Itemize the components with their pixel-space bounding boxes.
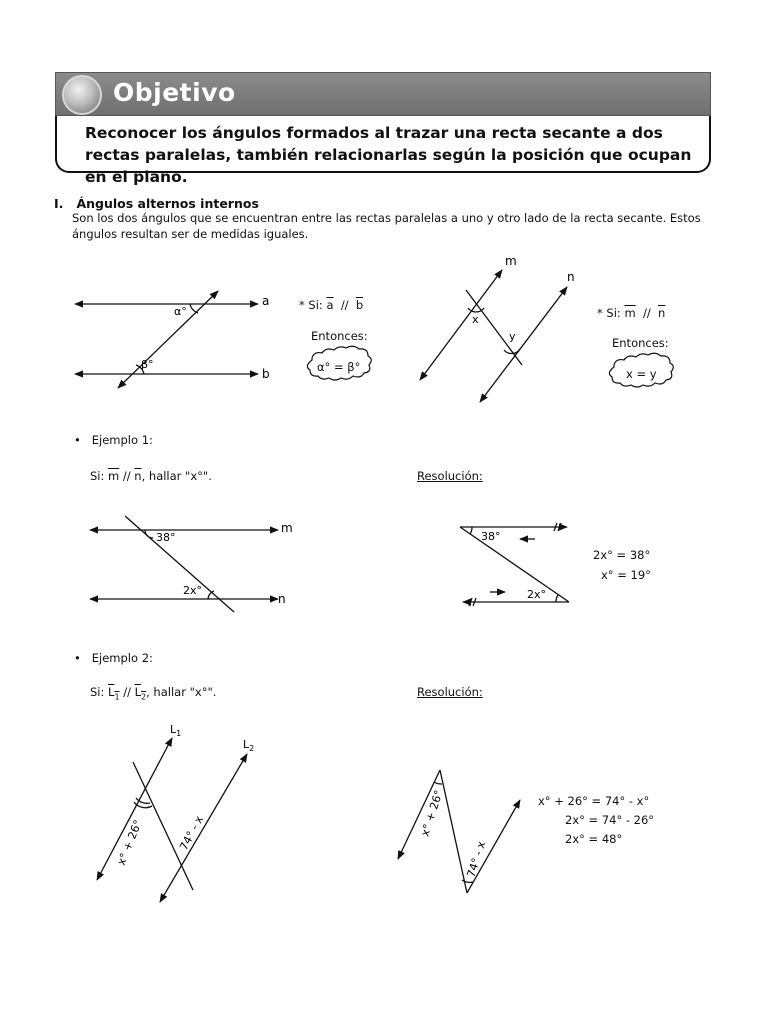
ex2-label-L1: $L_1$ [170, 723, 182, 738]
example1-heading: • Ejemplo 1: [74, 433, 153, 447]
fig1-label-a: a [262, 294, 270, 308]
ex2-angle-right: 74° - x [177, 813, 207, 853]
ex2-res-mid [440, 770, 467, 893]
ex1-label-m: m [281, 521, 293, 535]
ex1-angle-2x: 2x° [183, 584, 203, 597]
fig1-result: α° = β° [317, 360, 361, 374]
example2-eq3: 2x° = 48° [565, 832, 623, 846]
example1-resolution-label: Resolución: [417, 469, 483, 483]
section-title-text: Ángulos alternos internos [76, 196, 259, 211]
fig2-label-m: m [505, 254, 517, 268]
ex2-res-angle-left: x° + 26° [418, 788, 446, 838]
ex1-label-n: n [278, 592, 286, 606]
fig1-cond-l1: $\overline{a}$ [326, 298, 334, 312]
ex1-res-angle-38: 38° [481, 530, 501, 543]
ex1-2x-arc [208, 591, 214, 599]
example2-eq1: x° + 26° = 74° - x° [538, 794, 650, 808]
example1-given: Si: $\overline{m} // \overline{n}$, hallar "x°". [90, 469, 212, 483]
fig2-cond-l1: $\overline{m}$ [624, 306, 636, 320]
section-description: Son los dos ángulos que se encuentran entre las rectas paralelas a uno y otro lado de la recta secante. Estos ángulos resultan ser de medidas iguales. [72, 211, 701, 241]
example2-given: Si: $L_1 // L_2$, hallar "x°". [90, 685, 217, 702]
example2-heading: • Ejemplo 2: [74, 651, 153, 665]
ex1-res-2x-arc [556, 595, 558, 602]
ex1-res-38-arc [470, 527, 472, 534]
example2-eq2: 2x° = 74° - 26° [565, 813, 655, 827]
fig1-beta: β° [141, 358, 154, 371]
ex1-angle-38: 38° [156, 531, 176, 544]
example1-eq1: 2x° = 38° [593, 548, 651, 562]
banner-title: Objetivo [113, 78, 236, 107]
objective-text: Reconocer los ángulos formados al trazar una recta secante a dos rectas paralelas, también relacionarlas según la posición que ocupan en el plano. [85, 124, 692, 186]
fig1-cond-l2: $\overline{b}$ [355, 298, 364, 312]
example2-resolution-label: Resolución: [417, 685, 483, 699]
fig2-result: x = y [626, 367, 657, 381]
fig1-then: Entonces: [311, 329, 368, 343]
fig1-condition: * Si: $\overline{a} // \overline{b}$ [299, 298, 364, 312]
fig2-then: Entonces: [612, 336, 669, 350]
fig2-condition: * Si: $\overline{m} // \overline{n}$ [597, 306, 666, 320]
fig2-line-n [480, 287, 567, 402]
ex2-label-L2: $L_2$ [243, 738, 255, 753]
fig2-line-m [420, 270, 502, 380]
ex2-line-L1 [97, 738, 172, 880]
fig1-label-b: b [262, 367, 270, 381]
fig1-alpha: α° [174, 305, 187, 318]
fig2-cond-l2: $\overline{n}$ [658, 306, 666, 320]
ex1-res-angle-2x: 2x° [527, 588, 547, 601]
fig2-angle-x: x [472, 313, 479, 326]
ex1-res-diag [460, 527, 569, 602]
ex2-line-L2 [160, 754, 247, 902]
section-number: I. [54, 196, 64, 211]
example1-eq2: x° = 19° [601, 568, 651, 582]
fig2-angle-y: y [509, 330, 516, 343]
ex2-angle-left: x° + 26° [114, 818, 145, 868]
ex1-38-arc [145, 530, 153, 538]
ex2-res-angle-right: 74° - x [464, 839, 489, 879]
fig2-label-n: n [567, 270, 575, 284]
